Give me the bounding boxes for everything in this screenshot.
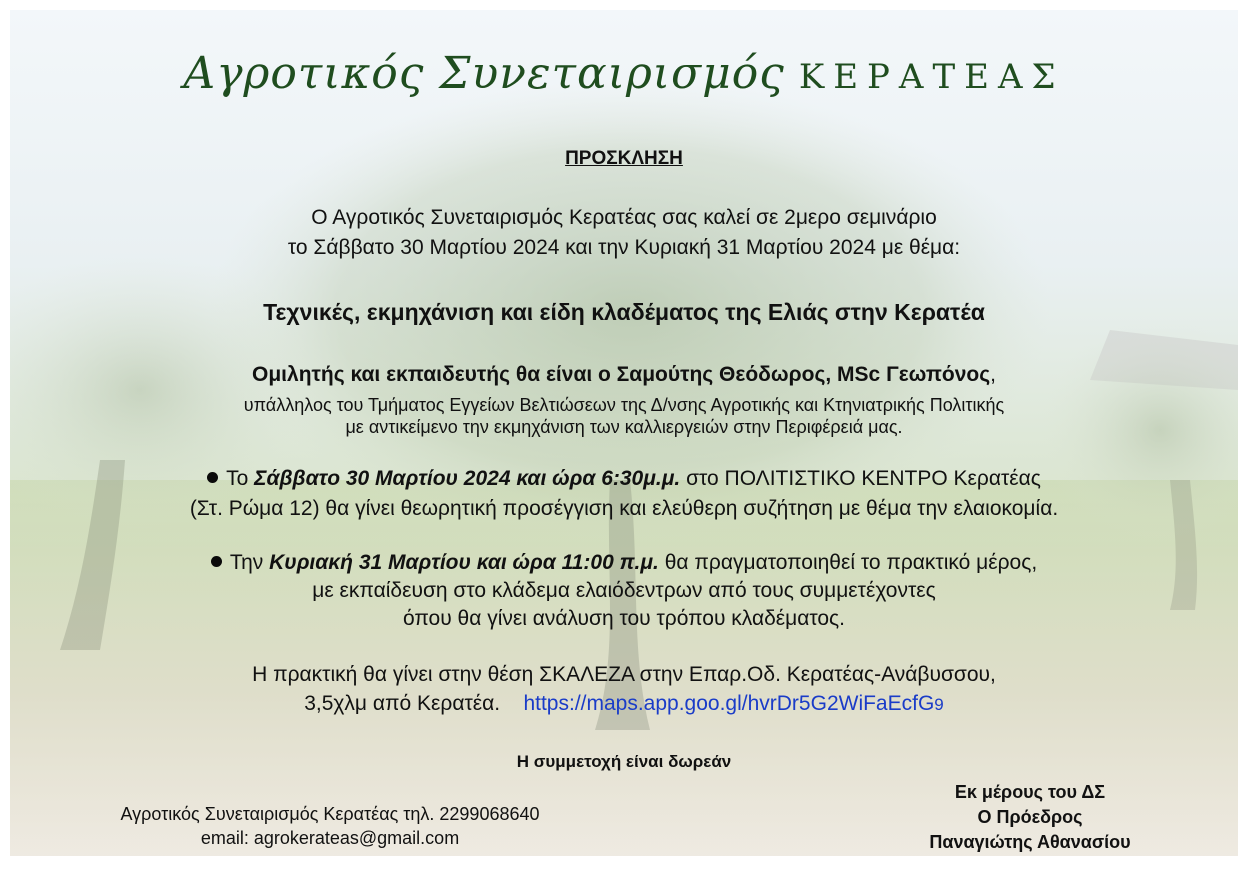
speaker-name: Ομιλητής και εκπαιδευτής θα είναι ο Σαμούτης Θεόδωρος, MSc Γεωπόνος [252,363,991,386]
title-caps: ΚΕΡΑΤΕΑΣ [798,57,1065,97]
day2-emphasis: Κυριακή 31 Μαρτίου και ώρα 11:00 π.μ. [269,551,659,574]
free-participation-note: Η συμμετοχή είναι δωρεάν [516,752,732,771]
day1-prefix: Το [226,467,249,490]
day2-rest: θα πραγματοποιηθεί το πρακτικό μέρος, [664,551,1038,574]
location-distance: 3,5χλμ από Κερατέα. [304,692,501,715]
cooperative-title [10,48,1238,99]
day1-line-2: (Στ. Ρώμα 12) θα γίνει θεωρητική προσέγγιση και ελεύθερη συζήτηση με θέμα την ελαιοκομία. [189,497,1059,520]
bullet-dot-icon [211,556,222,567]
location-line-2 [10,689,1238,720]
day1-rest: στο ΠΟΛΙΤΙΣΤΙΚΟ ΚΕΝΤΡΟ Κερατέας [686,467,1041,490]
title-script: Αγροτικός Συνεταιρισμός [183,48,785,99]
day2-prefix: Την [229,551,264,574]
speaker-line-3: με αντικείμενο την εκμηχάνιση των καλλιεργειών στην Περιφέρειά μας. [345,417,903,437]
map-link[interactable]: https://maps.app.goo.gl/hvrDr5G2WiFaEcfG9 [523,692,944,715]
signature-line-3: Παναγιώτης Αθανασίου [929,832,1131,852]
speaker-comma: , [990,363,996,386]
intro-line-1: Ο Αγροτικός Συνεταιρισμός Κερατέας σας καλεί σε 2μερο σεμινάριο [311,206,937,229]
day2-line-3: όπου θα γίνει ανάλυση του τρόπου κλαδέματος. [402,607,846,630]
day1-line-1 [10,464,1238,494]
contact-info [80,802,580,850]
contact-phone: Αγροτικός Συνεταιρισμός Κερατέας τηλ. 2299068640 [120,804,540,824]
day2-line-2: με εκπαίδευση στο κλάδεμα ελαιόδεντρων από τους συμμετέχοντες [312,579,936,602]
invitation-page [10,10,1238,856]
location-line-1: Η πρακτική θα γίνει στην θέση ΣΚΑΛΕΖΑ στην Επαρ.Οδ. Κερατέας-Ανάβυσσου, [252,663,996,686]
bullet-dot-icon [207,472,218,483]
intro-line-2: το Σάββατο 30 Μαρτίου 2024 και την Κυριακή 31 Μαρτίου 2024 με θέμα: [287,236,961,259]
day2-line-1 [10,548,1238,578]
signature-line-1: Εκ μέρους του ΔΣ [954,782,1106,802]
speaker-line-2: υπάλληλος του Τμήματος Εγγείων Βελτιώσεων της Δ/νσης Αγροτικής και Κτηνιατρικής Πολιτικής [243,395,1005,415]
seminar-topic: Τεχνικές, εκμηχάνιση και είδη κλαδέματος της Ελιάς στην Κερατέα [263,299,985,325]
signature-block [890,780,1170,855]
signature-line-2: Ο Πρόεδρος [977,807,1083,827]
speaker-line-1 [10,360,1238,390]
contact-email: email: agrokerateas@gmail.com [200,828,460,848]
day1-emphasis: Σάββατο 30 Μαρτίου 2024 και ώρα 6:30μ.μ. [254,467,681,490]
invitation-heading: ΠΡΟΣΚΛΗΣΗ [565,148,683,169]
